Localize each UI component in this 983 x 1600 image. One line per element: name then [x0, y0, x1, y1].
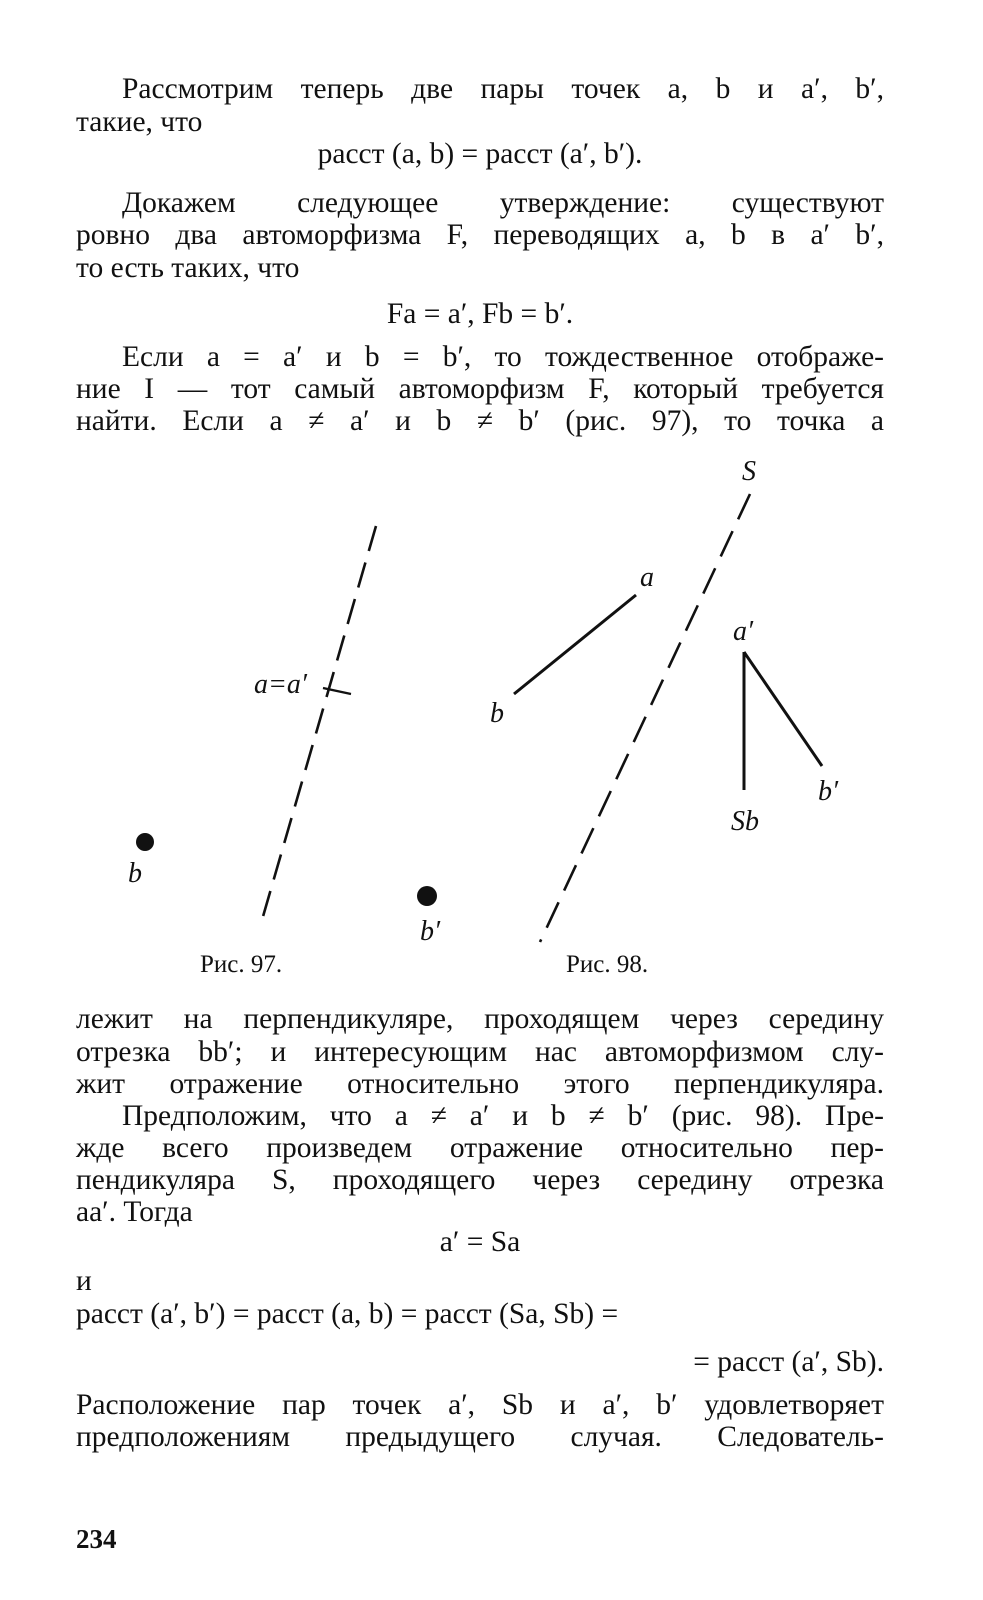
paragraph-line: найти. Если a ≠ a′ и b ≠ b′ (рис. 97), то точка a — [76, 405, 884, 437]
paragraph-line: a′ = Sa — [439, 1226, 521, 1258]
segment-a-prime-b-prime — [744, 652, 822, 766]
paragraph-line: ровно два автоморфизма F, переводящих a, b в a′ b′, — [76, 219, 884, 251]
label-a: a — [640, 562, 654, 593]
figure-97 — [128, 526, 441, 947]
point-b-prime — [417, 886, 437, 906]
paragraph-line: ние I — тот самый автоморфизм F, который требуется — [76, 373, 884, 405]
paragraph-line: предположениям предыдущего случая. Следователь- — [76, 1421, 884, 1453]
caption-fig97: Рис. 97. — [200, 951, 283, 978]
label-b-prime-98: b′ — [818, 776, 839, 807]
paragraph-line: = расст (a′, Sb). — [693, 1346, 884, 1378]
paragraph-line: Если a = a′ и b = b′, то тождественное отображе- — [122, 341, 884, 373]
label-aa: a=a′ — [254, 669, 308, 700]
label-S: S — [742, 456, 756, 487]
label-Sb: Sb — [731, 806, 759, 837]
segment-ab — [514, 595, 636, 694]
paragraph-line: лежит на перпендикуляре, проходящем через середину — [76, 1003, 884, 1035]
paragraph-line: Расположение пар точек a′, Sb и a′, b′ удовлетворяет — [76, 1389, 884, 1421]
label-b-prime: b′ — [420, 916, 441, 947]
label-a-prime: a′ — [733, 616, 754, 647]
paragraph-line: расст (a′, b′) = расст (a, b) = расст (Sa, Sb) = — [76, 1298, 619, 1330]
paragraph-line: отрезка bb′; и интересующим нас автоморфизмом слу- — [76, 1036, 884, 1068]
perpendicular-line — [262, 526, 376, 920]
paragraph-line: пендикуляра S, проходящего через середину отрезка — [76, 1164, 884, 1196]
paragraph-line: расст (a, b) = расст (a′, b′). — [317, 138, 643, 170]
paragraph-line: Fa = a′, Fb = b′. — [386, 298, 574, 330]
label-b-98: b — [490, 698, 504, 729]
label-b: b — [128, 858, 142, 889]
figure-98 — [490, 456, 839, 942]
paragraph-line: такие, что — [76, 106, 203, 138]
paragraph-line: жит отражение относительно этого перпендикуляра. — [76, 1068, 884, 1100]
paragraph-line: Докажем следующее утверждение: существуют — [122, 187, 884, 219]
paragraph-line: Предположим, что a ≠ a′ и b ≠ b′ (рис. 98). Пре- — [122, 1100, 884, 1132]
paragraph-line: aa′. Тогда — [76, 1196, 193, 1228]
paragraph-line: то есть таких, что — [76, 252, 300, 284]
paragraph-line: Рассмотрим теперь две пары точек a, b и a′, b′, — [122, 73, 884, 105]
point-b — [136, 833, 154, 851]
paragraph-line: жде всего произведем отражение относительно пер- — [76, 1132, 884, 1164]
page-number: 234 — [76, 1524, 117, 1554]
caption-fig98: Рис. 98. — [566, 951, 649, 978]
paragraph-line: и — [76, 1265, 92, 1297]
